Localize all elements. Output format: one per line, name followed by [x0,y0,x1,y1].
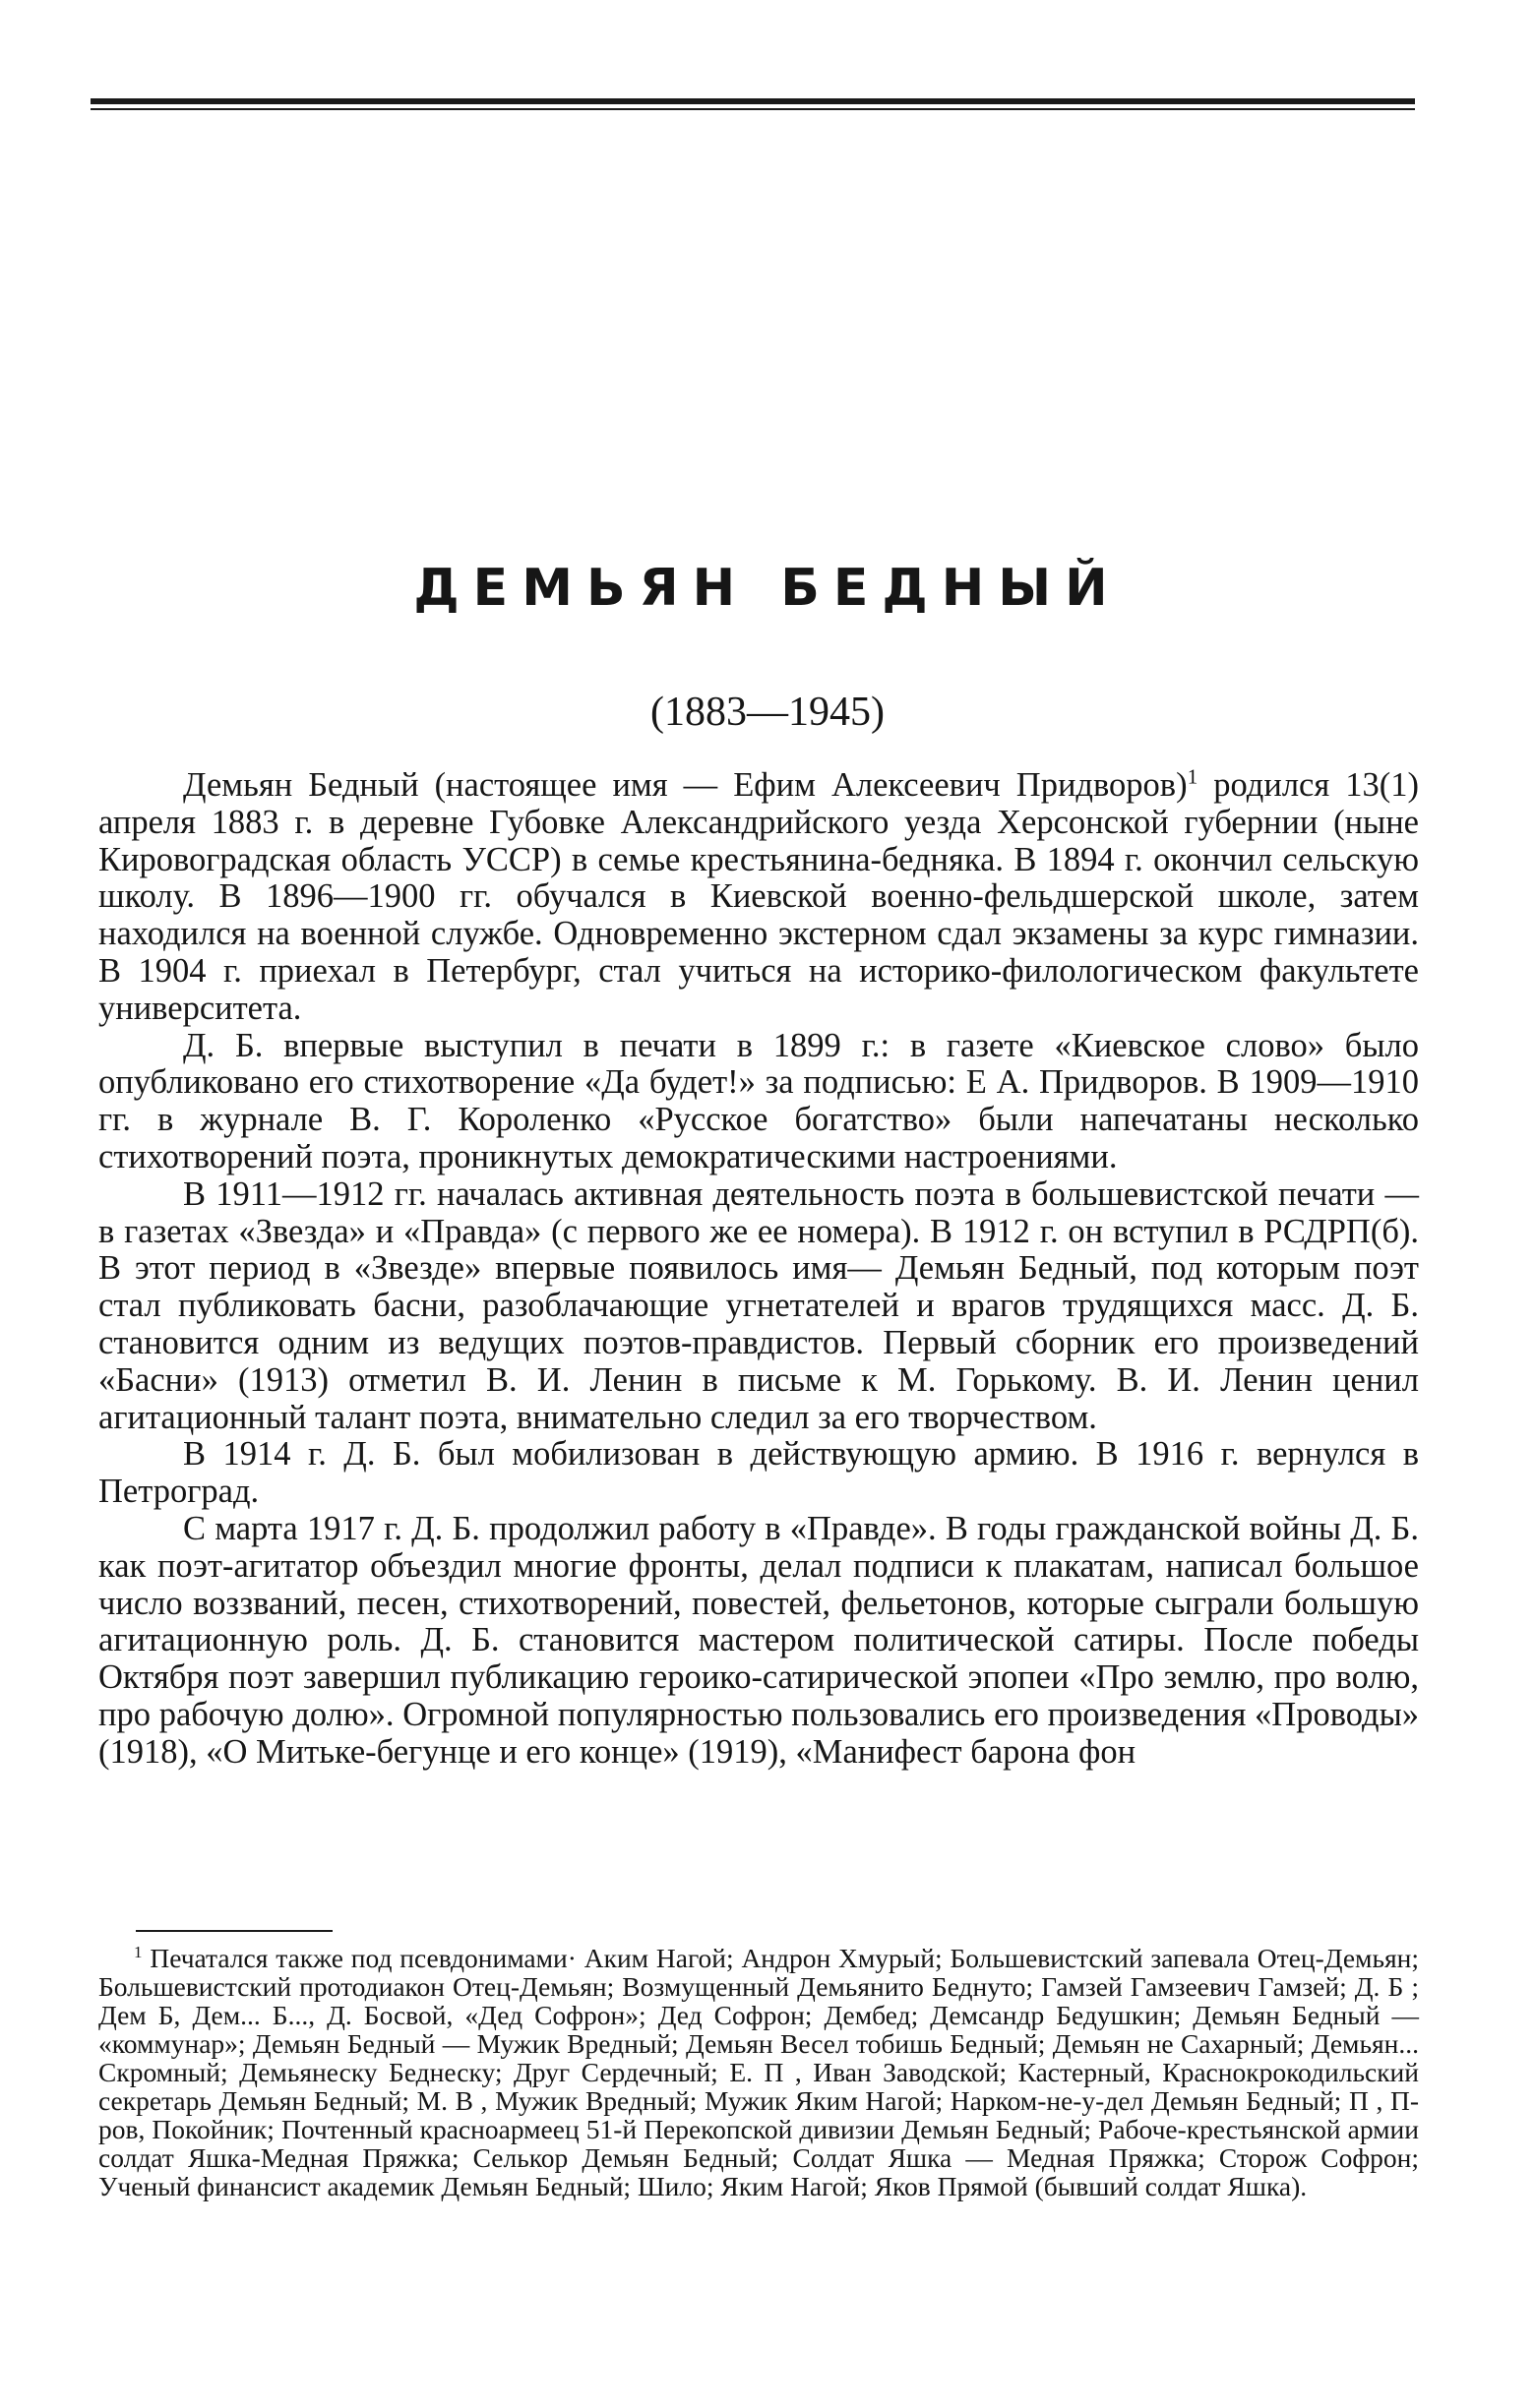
paragraph-2: Д. Б. впервые выступил в печати в 1899 г.: в газете «Киевское слово» было опубликовано его стихотворение «Да будет!» за подписью: Е А. Придворов. В 1909—1910 гг. в журнале В. Г. Короленко «Русское богатство» были напечатаны несколько стихотворений поэта, проникнутых демократическими настроениями. [98,1026,1419,1175]
page-title: ДЕМЬЯН БЕДНЫЙ [413,559,1122,618]
paragraph-4: В 1914 г. Д. Б. был мобилизован в действующую армию. В 1916 г. вернулся в Петроград. [98,1435,1419,1511]
footnote-separator [136,1930,333,1932]
paragraph-5: С марта 1917 г. Д. Б. продолжил работу в «Правде». В годы гражданской войны Д. Б. как поэт-агитатор объездил многие фронты, делал подписи к плакатам, написал большое число воззваний, песен, стихотворений, повестей, фельетонов, которые сыграли большую агитационную роль. Д. Б. становится мастером политической сатиры. После победы Октября поэт завершил публикацию героико-сатирической эпопеи «Про землю, про волю, про рабочую долю». Огромной популярностью пользовались его произведения «Проводы» (1918), «О Митьке-бегунце и его конце» (1919), «Манифест барона фон [98,1509,1419,1771]
paragraph-3: В 1911—1912 гг. началась активная деятельность поэта в большевистской печати — в газетах «Звезда» и «Правда» (с первого же ее номера). В 1912 г. он вступил в РСДРП(б). В этот период в «Звезде» впервые появилось имя— Демьян Бедный, под которым поэт стал публиковать басни, разоблачающие угнетателей и врагов трудящихся масс. Д. Б. становится одним из ведущих поэтов-правдистов. Первый сборник его произведений «Басни» (1913) отметил В. И. Ленин в письме к М. Горькому. В. И. Ленин ценил агитационный талант поэта, внимательно следил за его творчеством. [98,1174,1419,1436]
biography-text [98,764,1419,1772]
life-dates: (1883—1945) [650,690,885,735]
top-rule-thick [91,98,1415,104]
footnote-marker: 1 [134,1942,143,1961]
paragraph-1-text-before: Демьян Бедный (настоящее имя — Ефим Алексеевич Придворов) [183,766,1188,804]
footnote [98,1944,1419,2200]
footnote-paragraph [98,1944,1419,2200]
paragraph-1-text-after: родился 13(1) апреля 1883 г. в деревне Губовке Александрийского уезда Херсонской губернии (ныне Кировоградская область УССР) в семье крестьянина-бедняка. В 1894 г. окончил сельскую школу. В 1896—1900 гг. обучался в Киевской военно-фельдшерской школе, затем находился на военной службе. Одновременно экстерном сдал экзамены за курс гимназии. В 1904 г. приехал в Петербург, стал учиться на историко-филологическом факультете университета. [98,766,1419,1027]
top-double-rule [91,98,1415,110]
top-rule-thin [91,108,1415,110]
paragraph-1 [98,764,1419,1028]
footnote-text: Печатался также под псевдонимами· Аким Нагой; Андрон Хмурый; Большевистский запевала Отец-Демьян; Большевистский протодиакон Отец-Демьян; Возмущенный Демьянито Беднуто; Гамзей Гамзеевич Гамзей; Д. Б ; Дем Б, Дем... Б..., Д. Босвой, «Дед Софрон»; Дед Софрон; Дембед; Демсандр Бедушкин; Демьян Бедный — «коммунар»; Демьян Бедный — Мужик Вредный; Демьян Весел тобишь Бедный; Демьян не Сахарный; Демьян... Скромный; Демьянеску Беднеску; Друг Сердечный; Е. П , Иван Заводской; Кастерный, Краснокрокодильский секретарь Демьян Бедный; М. В , Мужик Вредный; Мужик Яким Нагой; Нарком-не-у-дел Демьян Бедный; П , П-ров, Покойник; Почтенный красноармеец 51-й Перекопской дивизии Демьян Бедный; Рабоче-крестьянской армии солдат Яшка-Медная Пряжка; Селькор Демьян Бедный; Солдат Яшка — Медная Пряжка; Сторож Софрон; Ученый финансист академик Демьян Бедный; Шило; Яким Нагой; Яков Прямой (бывший солдат Яшка). [98,1943,1419,2201]
footnote-reference: 1 [1187,764,1198,789]
